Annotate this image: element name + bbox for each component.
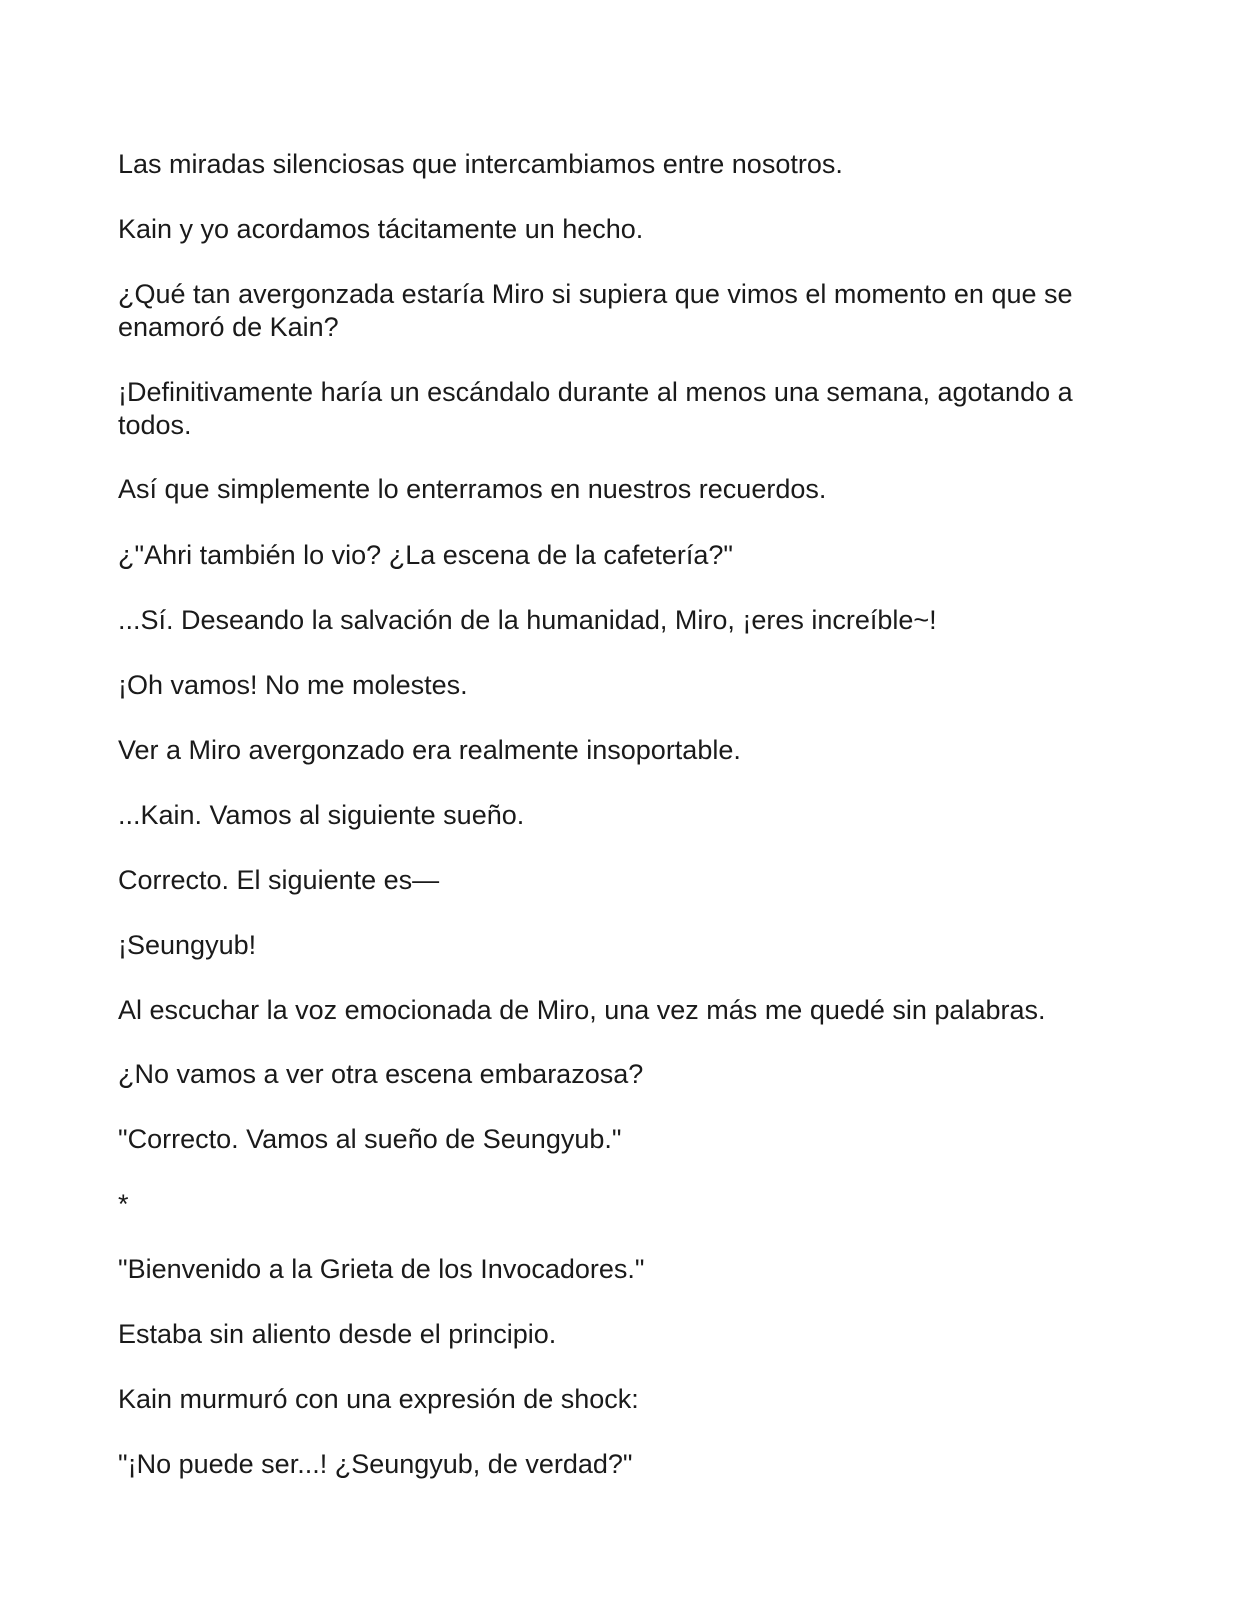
paragraph: ...Sí. Deseando la salvación de la humanidad, Miro, ¡eres increíble~! bbox=[118, 605, 937, 635]
paragraph: ¿Qué tan avergonzada estaría Miro si supiera que vimos el momento en que se enamoró de Kain? bbox=[118, 279, 1073, 342]
paragraph: ¡Definitivamente haría un escándalo durante al menos una semana, agotando a todos. bbox=[118, 377, 1073, 440]
paragraph: Estaba sin aliento desde el principio. bbox=[118, 1319, 557, 1349]
paragraph: ¡Seungyub! bbox=[118, 930, 257, 960]
paragraph: Correcto. El siguiente es— bbox=[118, 865, 440, 895]
paragraph: Al escuchar la voz emocionada de Miro, una vez más me quedé sin palabras. bbox=[118, 995, 1046, 1025]
paragraph: Las miradas silenciosas que intercambiamos entre nosotros. bbox=[118, 149, 843, 179]
paragraph: Kain y yo acordamos tácitamente un hecho. bbox=[118, 214, 644, 244]
paragraph: Así que simplemente lo enterramos en nuestros recuerdos. bbox=[118, 474, 827, 504]
paragraph: ¿"Ahri también lo vio? ¿La escena de la cafetería?" bbox=[118, 540, 734, 570]
paragraph: ¡Oh vamos! No me molestes. bbox=[118, 670, 468, 700]
paragraph: ...Kain. Vamos al siguiente sueño. bbox=[118, 800, 525, 830]
scene-break: * bbox=[118, 1189, 129, 1219]
paragraph: "Bienvenido a la Grieta de los Invocadores." bbox=[118, 1254, 645, 1284]
paragraph: "Correcto. Vamos al sueño de Seungyub." bbox=[118, 1124, 622, 1154]
paragraph: "¡No puede ser...! ¿Seungyub, de verdad?" bbox=[118, 1449, 633, 1479]
paragraph: Ver a Miro avergonzado era realmente insoportable. bbox=[118, 735, 741, 765]
paragraph: Kain murmuró con una expresión de shock: bbox=[118, 1384, 639, 1414]
paragraph: ¿No vamos a ver otra escena embarazosa? bbox=[118, 1059, 644, 1089]
